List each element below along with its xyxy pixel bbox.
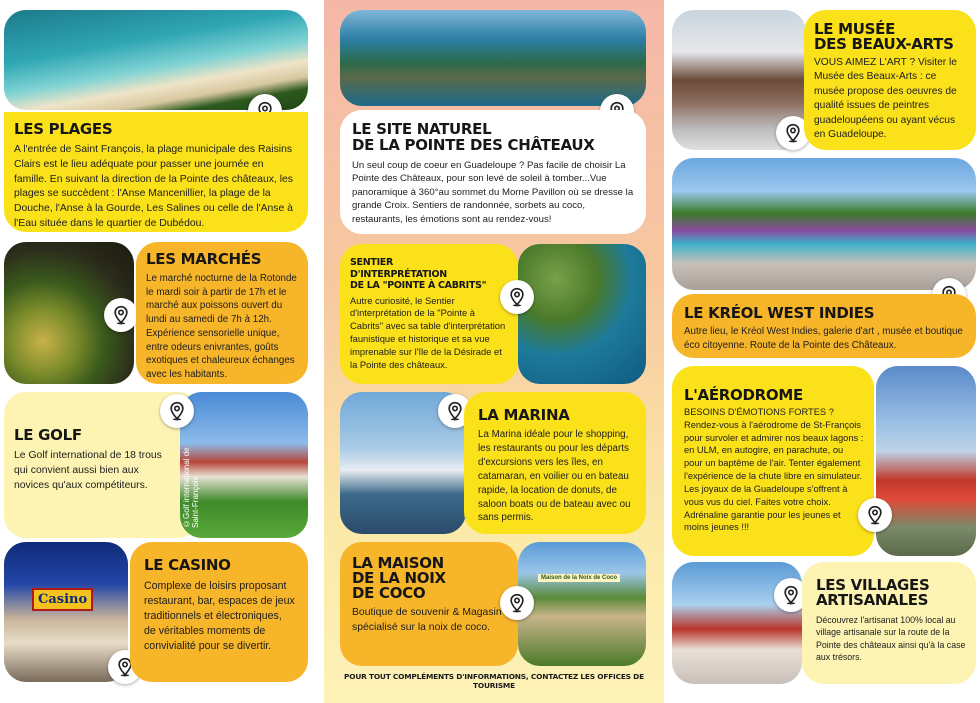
footer-tourism-note: POUR TOUT COMPLÉMENTS D'INFORMATIONS, CONTACTEZ LES OFFICES DE TOURISME (344, 672, 644, 690)
coco-title-line1: LA MAISON (352, 554, 444, 572)
coco-shop-sign: Maison de la Noix de Coco (538, 574, 620, 582)
aerodrome-title: L'AÉRODROME (684, 386, 803, 404)
villages-card (802, 562, 976, 684)
left-column (0, 0, 312, 703)
sentier-title-line2: D'INTERPRÉTATION (350, 268, 447, 280)
pointe-cabrits-photo (518, 244, 646, 384)
marches-card (136, 242, 308, 384)
golf-photo-credit: ©Golf international de Saint-François (182, 447, 200, 528)
golf-title: LE GOLF (14, 426, 82, 444)
sentier-title-line3: DE LA "POINTE À CABRITS" (350, 280, 487, 291)
marina-title: LA MARINA (478, 406, 570, 424)
site-text: Un seul coup de coeur en Guadeloupe ? Pas facile de choisir La Pointe des Châteaux, pour son levé de soleil à tomber...Vue panoramique à 360°au sommet du Morne Pavillon où se dresse la grande Croix. Sentiers de randonnée, sorbets au coco, restaurants, les émotions sont au rendez-vous! (352, 160, 634, 225)
sentier-card (340, 244, 518, 384)
casino-title: LE CASINO (144, 556, 231, 574)
coco-text: Boutique de souvenir & Magasin spécialisé sur la noix de coco. (352, 607, 502, 633)
casino-card (130, 542, 308, 682)
kreol-card (672, 294, 976, 358)
middle-column (324, 0, 664, 703)
musee-card (804, 10, 976, 150)
plages-text: A l'entrée de Saint François, la plage municipale des Raisins Clairs est le lieu adéquate pour passer une journée en famille. En suivant la direction de la Pointe des châteaux, les plages se succèdent : l'Anse Mancenillier, la plage de la Douche, l'Anse à la Gourde, Les Salines ou celle de l'Anse à l'Eau située dans le quartier de Dubédou. (14, 144, 293, 229)
marches-title: LES MARCHÉS (146, 250, 262, 268)
coco-title-line3: DE COCO (352, 584, 426, 602)
map-pin-icon[interactable] (104, 298, 138, 332)
musee-title-line2: DES BEAUX-ARTS (814, 35, 954, 53)
site-title-line1: LE SITE NATUREL (352, 120, 492, 138)
plages-card (4, 112, 308, 232)
villages-title-line1: LES VILLAGES (816, 576, 930, 594)
villages-text: Découvrez l'artisanat 100% local au village artisanale sur la route de la Pointe des châteaux ainsi qu'à la case aux trésors. (816, 615, 966, 662)
plages-title: LES PLAGES (14, 120, 113, 138)
coco-photo (518, 542, 646, 666)
marina-text: La Marina idéale pour le shopping, les restaurants ou pour les départs d'excursions vers les îles, en catamaran, en voilier ou en bateau rapide, la location de donuts, de saloon boats ou de bateau avec ou sans permis. (478, 429, 631, 524)
map-pin-icon[interactable] (500, 280, 534, 314)
sentier-text: Autre curiosité, le Sentier d'interprétation de la "Pointe à Cabrits" avec sa table d'interprétation faunistique et historique et sa vue imprenable sur l'île de la Désirade et la Pointe des châteaux. (350, 294, 506, 371)
musee-title-line1: LE MUSÉE (814, 20, 896, 38)
golf-photo (180, 392, 308, 538)
sentier-title-line1: SENTIER (350, 257, 394, 268)
kreol-title: LE KRÉOL WEST INDIES (684, 304, 875, 322)
pointe-chateaux-photo (340, 10, 646, 106)
musee-text: VOUS AIMEZ L'ART ? Visiter le Musée des Beaux-Arts : ce musée propose des oeuvres de qualité issues de peintres guadeloupéens ou ayant vécus en Guadeloupe. (814, 57, 957, 141)
aerodrome-card (672, 366, 874, 556)
marina-card (464, 392, 646, 534)
aerodrome-text: BESOINS D'ÉMOTIONS FORTES ? Rendez-vous à l'aérodrome de St-François pour survoler et admirer nos beaux lagons : en ULM, en autogire, en parachute, ou pour un baptême de l'air. Tenter également l'expérience de la chute libre en simulateur. Les joyaux de la Guadeloupe s'offrent à vous vus du ciel. Faites votre choix. Adrénaline garantie pour les jeunes et moins jeunes !!! (684, 407, 864, 533)
map-pin-icon[interactable] (500, 586, 534, 620)
site-card (340, 110, 646, 234)
right-column (668, 0, 980, 703)
map-pin-icon[interactable] (858, 498, 892, 532)
site-title-line2: DE LA POINTE DES CHÂTEAUX (352, 136, 595, 154)
villages-title-line2: ARTISANALES (816, 591, 929, 609)
casino-sign: Casino (32, 588, 93, 611)
kreol-photo (672, 158, 976, 290)
coco-card (340, 542, 518, 666)
aerodrome-photo (876, 366, 976, 556)
map-pin-icon[interactable] (160, 394, 194, 428)
kreol-text: Autre lieu, le Kréol West Indies, galerie d'art , musée et boutique éco citoyenne. Route de la Pointe des Châteaux. (684, 326, 963, 351)
coco-title-line2: DE LA NOIX (352, 569, 446, 587)
marches-text: Le marché nocturne de la Rotonde le mardi soir à partir de 17h et le marché aux poissons ouvert du lundi au samedi de 7h à 12h. Expérience sensorielle unique, entre odeurs enivrantes, goûts exotiques et chaleureux échanges avec les habitants. (146, 273, 297, 380)
casino-text: Complexe de loisirs proposant restaurant, bar, espaces de jeux traditionnels et électroniques, de véritables moments de convivialité pour se divertir. (144, 580, 295, 653)
golf-text: Le Golf international de 18 trous qui convient aussi bien aux novices qu'aux compétiteurs. (14, 450, 162, 491)
